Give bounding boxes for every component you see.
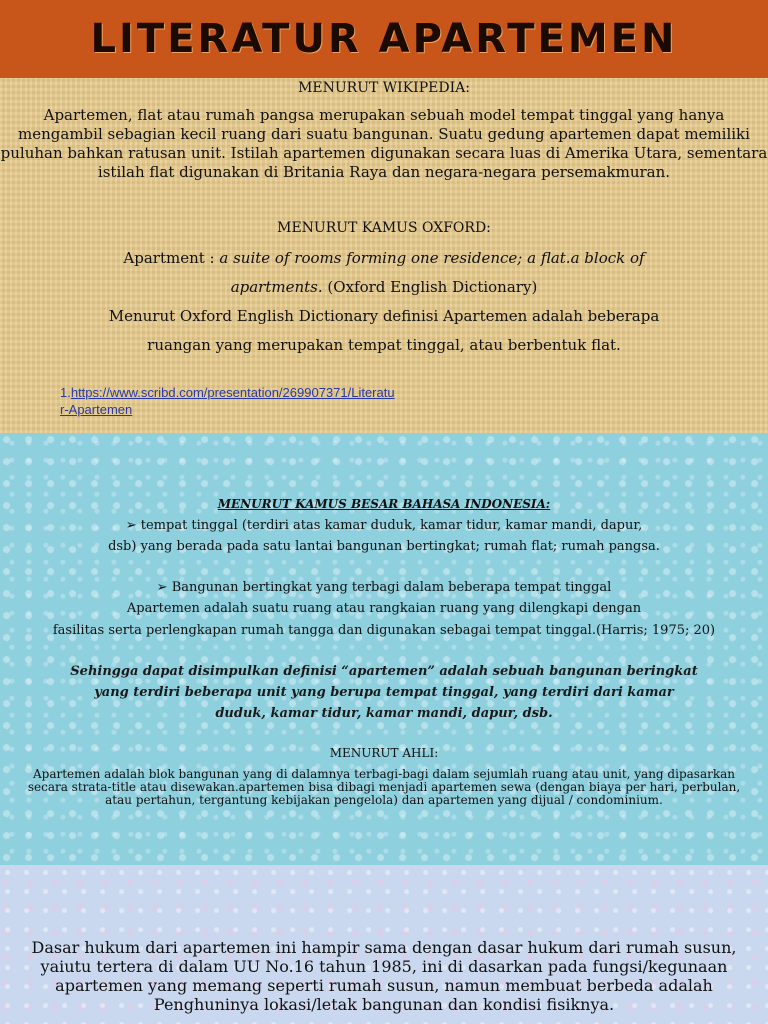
ahli-heading: MENURUT AHLI: [329,746,439,760]
kbbi-heading: MENURUT KAMUS BESAR BAHASA INDONESIA: [217,497,551,511]
reference-link[interactable] [60,385,395,417]
oxford-definition-line1 [0,249,768,267]
oxford-source-close: ) [531,278,538,296]
oxford-definition-part1: a suite of rooms forming one residence; a flat.a block of [219,249,645,267]
legal-line1: Dasar hukum dari apartemen ini hampir sama dengan dasar hukum dari rumah susun, [31,938,737,957]
bullet-arrow-icon: ➢ [156,580,168,595]
kbbi-item1-line1 [0,515,768,536]
oxford-explanation-line1: Menurut Oxford English Dictionary definisi Apartemen adalah beberapa [108,307,660,325]
kbbi-item2-line1 [0,577,768,598]
ahli-line2: secara strata-title atau disewakan.apartemen bisa dibagi menjadi apartemen sewa (dengan biaya per hari, perbulan, [27,780,741,794]
oxford-definition-line2 [0,278,768,296]
oxford-source-open: ( [327,278,334,296]
oxford-heading: MENURUT KAMUS OXFORD: [277,220,491,236]
oxford-term: Apartment : [123,249,215,267]
kbbi-item2-text: Bangunan bertingkat yang terbagi dalam beberapa tempat tinggal [171,580,612,595]
reference-url-line2: r-Apartemen [60,402,133,417]
legal-line4: Penghuninya lokasi/letak bangunan dan kondisi fisiknya. [153,995,615,1014]
page-title: LITERATUR APARTEMEN [90,16,678,62]
reference-number: 1. [60,385,71,400]
wikipedia-heading: MENURUT WIKIPEDIA: [298,80,470,96]
oxford-definition-part2: apartments. [230,278,323,296]
legal-line2: yaiutu tertera di dalam UU No.16 tahun 1985, ini di dasarkan pada fungsi/kegunaan [40,957,728,976]
reference-url-line1: https://www.scribd.com/presentation/269907371/Literatu [70,385,395,400]
oxford-explanation-line2: ruangan yang merupakan tempat tinggal, atau berbentuk flat. [147,336,621,354]
reference-link-block [60,384,440,418]
ahli-line1: Apartemen adalah blok bangunan yang di dalamnya terbagi-bagi dalam sejumlah ruang atau unit, yang dipasarkan [33,767,735,781]
bullet-arrow-icon: ➢ [125,518,137,533]
kbbi-item2-line3: fasilitas serta perlengkapan rumah tangga dan digunakan sebagai tempat tinggal.(Harris; 1975; 20) [52,623,716,638]
kbbi-item1-line2: dsb) yang berada pada satu lantai bangunan bertingkat; rumah flat; rumah pangsa. [108,539,660,554]
title-banner [0,0,768,78]
legal-line3: apartemen yang memang seperti rumah susun, namun membuat berbeda adalah [55,976,713,995]
wikipedia-paragraph [0,106,768,182]
kbbi-item1-text: tempat tinggal (terdiri atas kamar duduk, kamar tidur, kamar mandi, dapur, [140,518,643,533]
wikipedia-line: istilah flat digunakan di Britania Raya dan negara-negara persemakmuran. [97,163,671,181]
conclusion-line1: Sehingga dapat disimpulkan definisi “apartemen” adalah sebuah bangunan beringkat [70,664,698,679]
wikipedia-line: mengambil sebagian kecil ruang dari suatu bangunan. Suatu gedung apartemen dapat memiliki [18,125,750,143]
kbbi-item2-line2: Apartemen adalah suatu ruang atau rangkaian ruang yang dilengkapi dengan [126,601,642,616]
oxford-source: Oxford English Dictionary [333,278,532,296]
conclusion-line3: duduk, kamar tidur, kamar mandi, dapur, dsb. [215,706,553,721]
wikipedia-line: puluhan bahkan ratusan unit. Istilah apartemen digunakan secara luas di Amerika Utara, sementara [0,144,768,162]
conclusion-line2: yang terdiri beberapa unit yang berupa tempat tinggal, yang terdiri dari kamar [94,685,674,700]
ahli-line3: atau pertahun, tergantung kebijakan pengelola) dan apartemen yang dijual / condominium. [105,793,663,807]
wikipedia-line: Apartemen, flat atau rumah pangsa merupakan sebuah model tempat tinggal yang hanya [43,106,725,124]
